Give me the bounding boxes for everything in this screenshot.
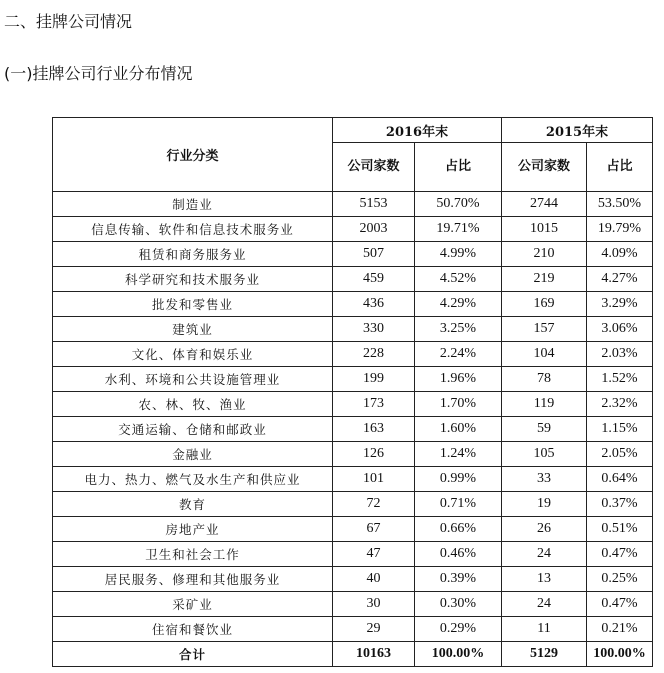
count-2016-cell: 2003 — [333, 217, 415, 242]
total-count-2016-cell: 10163 — [333, 642, 415, 667]
count-2015-cell: 13 — [502, 567, 587, 592]
count-2015-cell: 59 — [502, 417, 587, 442]
share-2016-header: 占比 — [415, 143, 502, 192]
industry-cell: 电力、热力、燃气及水生产和供应业 — [53, 467, 333, 492]
share-2015-cell: 4.09% — [587, 242, 653, 267]
share-2015-cell: 2.32% — [587, 392, 653, 417]
count-2016-cell: 72 — [333, 492, 415, 517]
industry-cell: 农、林、牧、渔业 — [53, 392, 333, 417]
count-2016-cell: 459 — [333, 267, 415, 292]
share-2016-cell: 0.66% — [415, 517, 502, 542]
industry-cell: 住宿和餐饮业 — [53, 617, 333, 642]
total-count-2015-cell: 5129 — [502, 642, 587, 667]
count-2016-cell: 507 — [333, 242, 415, 267]
share-2015-cell: 0.64% — [587, 467, 653, 492]
industry-cell: 建筑业 — [53, 317, 333, 342]
count-2015-cell: 26 — [502, 517, 587, 542]
share-2016-cell: 0.71% — [415, 492, 502, 517]
table-row — [53, 342, 653, 367]
share-2016-cell: 4.99% — [415, 242, 502, 267]
table-row — [53, 592, 653, 617]
share-2016-cell: 1.70% — [415, 392, 502, 417]
count-2015-cell: 119 — [502, 392, 587, 417]
count-2016-cell: 101 — [333, 467, 415, 492]
share-2015-header: 占比 — [587, 143, 653, 192]
count-2015-cell: 33 — [502, 467, 587, 492]
table-row — [53, 392, 653, 417]
table-row — [53, 267, 653, 292]
count-2015-cell: 19 — [502, 492, 587, 517]
table-row — [53, 467, 653, 492]
industry-cell: 科学研究和技术服务业 — [53, 267, 333, 292]
industry-cell: 交通运输、仓储和邮政业 — [53, 417, 333, 442]
share-2016-cell: 0.29% — [415, 617, 502, 642]
share-2016-cell: 4.29% — [415, 292, 502, 317]
table-row — [53, 542, 653, 567]
table-row — [53, 442, 653, 467]
share-2016-cell: 19.71% — [415, 217, 502, 242]
table-row — [53, 617, 653, 642]
share-2016-cell: 1.60% — [415, 417, 502, 442]
table-row — [53, 242, 653, 267]
share-2015-cell: 3.29% — [587, 292, 653, 317]
count-2015-cell: 24 — [502, 592, 587, 617]
count-2015-cell: 210 — [502, 242, 587, 267]
share-2015-cell: 1.52% — [587, 367, 653, 392]
section-heading: 二、挂牌公司情况 — [4, 12, 133, 31]
count-2015-cell: 78 — [502, 367, 587, 392]
share-2015-cell: 4.27% — [587, 267, 653, 292]
count-2016-cell: 47 — [333, 542, 415, 567]
count-2015-cell: 169 — [502, 292, 587, 317]
share-2015-cell: 2.03% — [587, 342, 653, 367]
count-2016-cell: 330 — [333, 317, 415, 342]
share-2016-cell: 0.39% — [415, 567, 502, 592]
share-2016-cell: 50.70% — [415, 192, 502, 217]
count-2016-cell: 67 — [333, 517, 415, 542]
share-2016-cell: 1.96% — [415, 367, 502, 392]
share-2015-cell: 2.05% — [587, 442, 653, 467]
industry-cell: 卫生和社会工作 — [53, 542, 333, 567]
count-2015-cell: 104 — [502, 342, 587, 367]
industry-cell: 制造业 — [53, 192, 333, 217]
share-2016-cell: 0.30% — [415, 592, 502, 617]
count-2015-header: 公司家数 — [502, 143, 587, 192]
industry-cell: 金融业 — [53, 442, 333, 467]
industry-cell: 租赁和商务服务业 — [53, 242, 333, 267]
industry-cell: 信息传输、软件和信息技术服务业 — [53, 217, 333, 242]
industry-cell: 居民服务、修理和其他服务业 — [53, 567, 333, 592]
table-row — [53, 292, 653, 317]
count-2015-cell: 219 — [502, 267, 587, 292]
count-2016-cell: 173 — [333, 392, 415, 417]
count-2015-cell: 157 — [502, 317, 587, 342]
share-2015-cell: 0.25% — [587, 567, 653, 592]
table-row — [53, 492, 653, 517]
share-2015-cell: 0.47% — [587, 542, 653, 567]
industry-cell: 水利、环境和公共设施管理业 — [53, 367, 333, 392]
share-2015-cell: 0.37% — [587, 492, 653, 517]
industry-cell: 教育 — [53, 492, 333, 517]
industry-distribution-table — [52, 117, 653, 667]
count-2016-cell: 163 — [333, 417, 415, 442]
industry-cell: 采矿业 — [53, 592, 333, 617]
share-2015-cell: 3.06% — [587, 317, 653, 342]
share-2015-cell: 0.21% — [587, 617, 653, 642]
table-row — [53, 217, 653, 242]
count-2016-cell: 5153 — [333, 192, 415, 217]
share-2015-cell: 0.51% — [587, 517, 653, 542]
year-2016-header: 2016年末 — [333, 118, 502, 143]
share-2016-cell: 0.46% — [415, 542, 502, 567]
table-total-row — [53, 642, 653, 667]
table-row — [53, 417, 653, 442]
count-2016-header: 公司家数 — [333, 143, 415, 192]
share-2016-cell: 0.99% — [415, 467, 502, 492]
share-2015-cell: 0.47% — [587, 592, 653, 617]
share-2016-cell: 3.25% — [415, 317, 502, 342]
total-share-2015-cell: 100.00% — [587, 642, 653, 667]
share-2015-cell: 19.79% — [587, 217, 653, 242]
industry-column-header: 行业分类 — [53, 118, 333, 192]
count-2015-cell: 24 — [502, 542, 587, 567]
industry-cell: 批发和零售业 — [53, 292, 333, 317]
count-2015-cell: 2744 — [502, 192, 587, 217]
table-row — [53, 517, 653, 542]
total-industry-cell: 合计 — [53, 642, 333, 667]
total-share-2016-cell: 100.00% — [415, 642, 502, 667]
table-row — [53, 317, 653, 342]
year-2015-header: 2015年末 — [502, 118, 653, 143]
industry-cell: 房地产业 — [53, 517, 333, 542]
count-2016-cell: 126 — [333, 442, 415, 467]
table-header-row — [53, 118, 653, 143]
share-2015-cell: 1.15% — [587, 417, 653, 442]
count-2016-cell: 228 — [333, 342, 415, 367]
share-2016-cell: 4.52% — [415, 267, 502, 292]
table-row — [53, 567, 653, 592]
count-2016-cell: 29 — [333, 617, 415, 642]
industry-cell: 文化、体育和娱乐业 — [53, 342, 333, 367]
count-2016-cell: 30 — [333, 592, 415, 617]
count-2016-cell: 436 — [333, 292, 415, 317]
table-row — [53, 367, 653, 392]
count-2016-cell: 40 — [333, 567, 415, 592]
count-2016-cell: 199 — [333, 367, 415, 392]
share-2016-cell: 2.24% — [415, 342, 502, 367]
count-2015-cell: 11 — [502, 617, 587, 642]
table-row — [53, 192, 653, 217]
subsection-heading: (一)挂牌公司行业分布情况 — [4, 64, 193, 83]
share-2015-cell: 53.50% — [587, 192, 653, 217]
share-2016-cell: 1.24% — [415, 442, 502, 467]
count-2015-cell: 105 — [502, 442, 587, 467]
count-2015-cell: 1015 — [502, 217, 587, 242]
